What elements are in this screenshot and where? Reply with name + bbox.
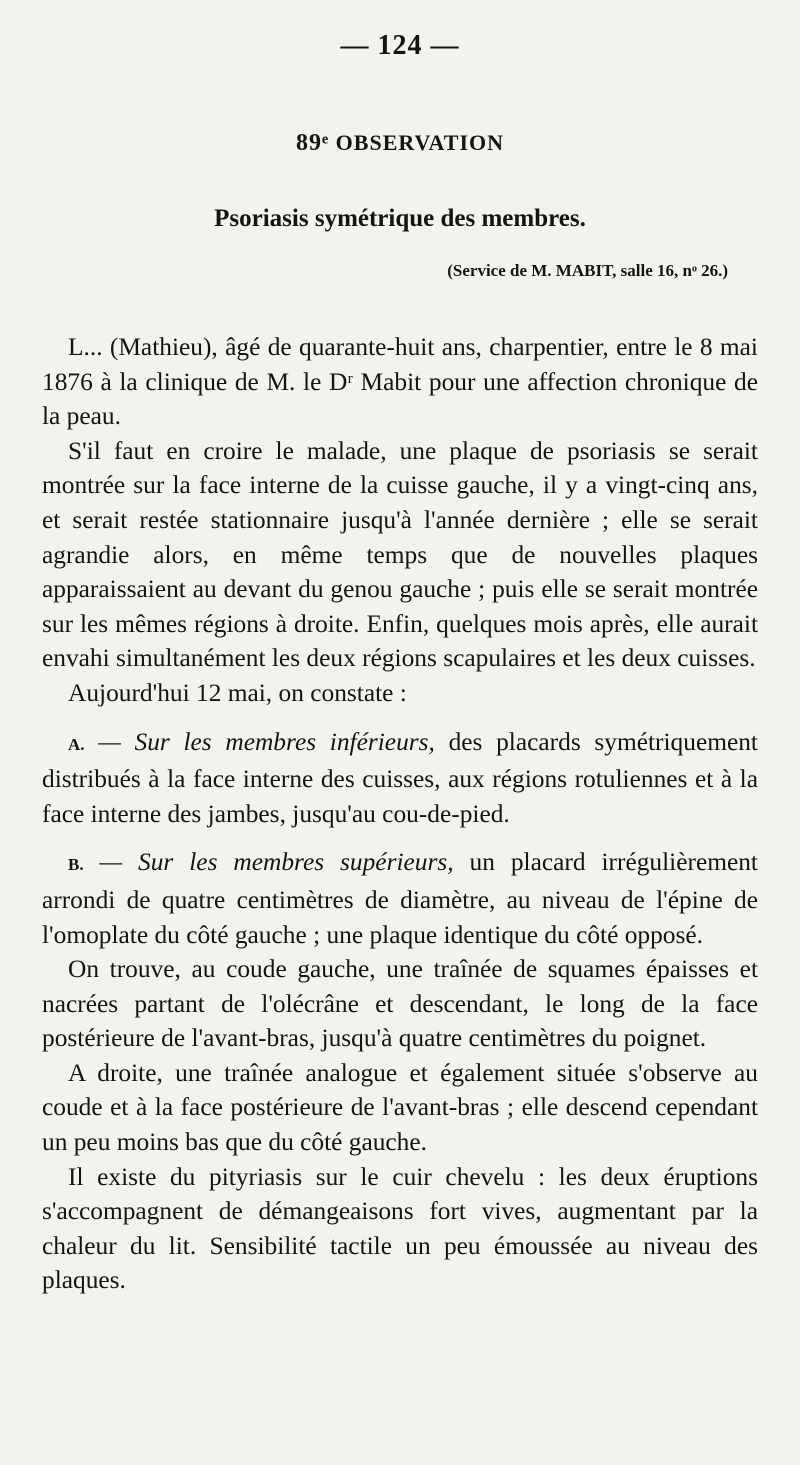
paragraph-lower-limbs: [42, 725, 758, 832]
paragraph-intro: L... (Mathieu), âgé de quarante-huit ans, charpentier, entre le 8 mai 1876 à la clinique de M. le Dʳ Mabit pour une affection chronique de la peau.: [42, 333, 758, 431]
page-number: — 124 —: [340, 30, 460, 61]
service-note: (Service de M. MABIT, salle 16, nᵒ 26.): [447, 261, 728, 280]
section-text-upper: un placard irrégulièrement arrondi de quatre centimètres de diamètre, au niveau de l'épine de l'omoplate du côté gauche ; une plaque identique du côté opposé.: [42, 848, 758, 949]
paragraph-right-side: A droite, une traînée analogue et également située s'observe au coude et à la face postérieure de l'avant-bras ; elle descend cependant un peu moins bas que du côté gauche.: [42, 1058, 758, 1157]
paragraph-upper-limbs: [42, 845, 758, 952]
observation-label: OBSERVATION: [335, 130, 505, 155]
paragraph-left-elbow: On trouve, au coude gauche, une traînée de squames épaisses et nacrées partant de l'olécrâne et descendant, le long de la face postérieure de l'avant-bras, jusqu'à quatre centimètres du poignet.: [42, 955, 758, 1053]
section-heading-upper: — Sur les membres supérieurs,: [99, 848, 454, 877]
page-title: Psoriasis symétrique des membres.: [214, 205, 586, 232]
body-text: [42, 330, 758, 1298]
paragraph-scalp: Il existe du pityriasis sur le cuir chevelu : les deux éruptions s'accompagnent de démangeaisons fort vives, augmentant par la chaleur du lit. Sensibilité tactile un peu émoussée au niveau des plaques.: [42, 1162, 758, 1295]
section-heading-lower: — Sur les membres inférieurs,: [98, 727, 435, 756]
section-letter-b: B.: [68, 855, 84, 875]
section-letter-a: A.: [68, 734, 85, 754]
observation-number: 89ᵉ: [295, 130, 330, 156]
paragraph-history: S'il faut en croire le malade, une plaque de psoriasis se serait montrée sur la face interne de la cuisse gauche, il y a vingt-cinq ans, et serait restée stationnaire jusqu'à l'année dernière ; elle se serait agrandie alors, en même temps que de nouvelles plaques apparaissaient au devant du genou gauche ; puis elle se serait montrée sur les mêmes régions à droite. Enfin, quelques mois après, elle aurait envahi simultanément les deux régions scapulaires et les deux cuisses.: [42, 436, 758, 673]
section-text-lower: des placards symétriquement distribués à la face interne des cuisses, aux régions rotuliennes et à la face interne des jambes, jusqu'au cou-de-pied.: [42, 727, 758, 828]
observation-heading: [0, 130, 800, 157]
paragraph-exam-date: Aujourd'hui 12 mai, on constate :: [68, 678, 407, 707]
